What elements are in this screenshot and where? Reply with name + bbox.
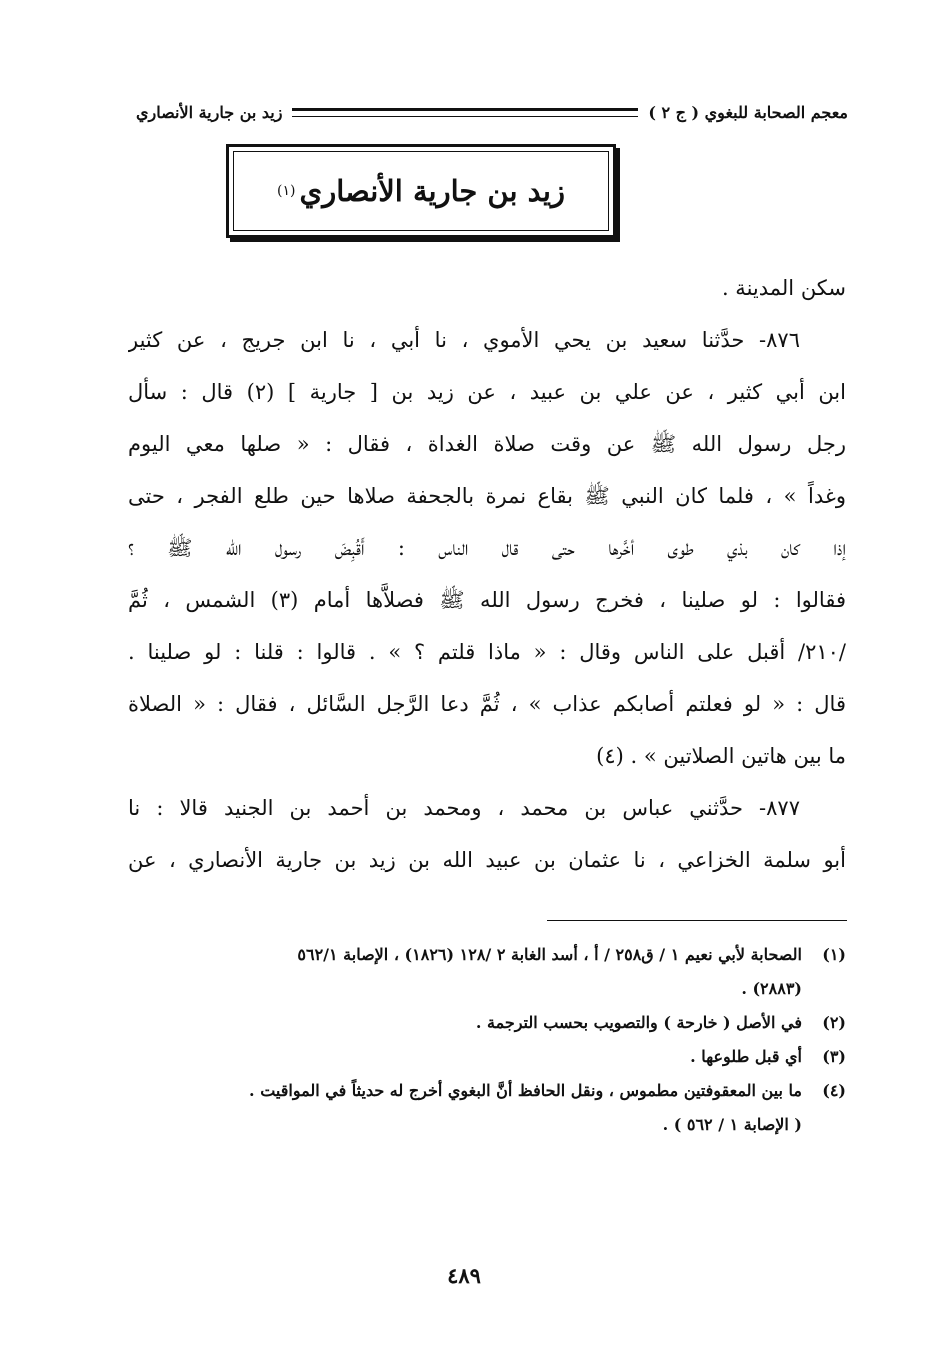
footnote [128, 1040, 846, 1074]
footnote-line: ( الإصابة ١ / ٥٦٢ ) . [662, 1115, 802, 1134]
entry-title: زيد بن جارية الأنصاري [299, 174, 565, 208]
page-number: ٤٨٩ [447, 1263, 481, 1288]
footnote [128, 938, 846, 1006]
body-line: سكن المدينة . [721, 276, 846, 300]
footnote-mark: (٢) [822, 1013, 846, 1032]
footnote [128, 1074, 846, 1142]
body-line: /٢١٠/ أقبل على الناس وقال : « ماذا قلتم ؟ » . قالوا : قلنا : لو صلينا . [128, 640, 846, 664]
body-line: قال : « لو فعلتم أصابكم عذاب » ، ثُمَّ دعا الرَّجل السَّائل ، فقال : « الصلاة [128, 692, 846, 716]
body-line: ٨٧٦- حدَّثنا سعيد بن يحي الأموي ، نا أبي ، نا ابن جريج ، عن كثير [128, 328, 800, 352]
footnote-line: أي قبل طلوعها . [690, 1047, 802, 1066]
footnote-line: في الأصل ( خارحة ) والتصويب بحسب الترجمة . [475, 1013, 802, 1032]
footnote-line: (٢٨٨٣) . [741, 979, 802, 998]
footnote-line: الصحابة لأبي نعيم ١ / ق٢٥٨ / أ ، أسد الغابة ٢ /١٢٨ (١٨٢٦) ، الإصابة ٥٦٢/١ [297, 945, 802, 964]
running-header [136, 97, 848, 127]
footnote-separator [547, 920, 847, 921]
main-text [128, 262, 846, 886]
footnote-mark: (٣) [822, 1047, 846, 1066]
body-line: إذا كان بذي طوى أخَّرها حتى قال الناس : أَقُبِضَ رسول الله ﷺ ؟ [128, 536, 846, 560]
footnotes [128, 938, 846, 1142]
body-line: ٨٧٧- حدَّثني عباس بن محمد ، ومحمد بن أحمد بن الجنيد قالا : نا [128, 796, 800, 820]
entry-title-note: (١) [277, 183, 296, 199]
header-rule [292, 108, 638, 117]
footnote [128, 1006, 846, 1040]
body-line: وغداً » ، فلما كان النبي ﷺ بقاع نمرة بالجحفة صلاها حين طلع الفجر ، حتى [128, 484, 846, 508]
body-line: فقالوا : لو صلينا ، فخرج رسول الله ﷺ فصلاَّها أمام (٣) الشمس ، ثُمَّ [128, 588, 846, 612]
body-line: ابن أبي كثير ، عن علي بن عبيد ، عن زيد بن [ جارية ] (٢) قال : سأل [128, 380, 846, 404]
footnote-mark: (٤) [822, 1081, 846, 1100]
footnote-mark: (١) [822, 945, 846, 964]
header-book-title: معجم الصحابة للبغوي ( ج ٢ ) [648, 102, 848, 122]
body-line: أبو سلمة الخزاعي ، نا عثمان بن عبيد الله بن زيد بن جارية الأنصاري ، عن [128, 848, 846, 872]
footnote-line: ما بين المعقوفتين مطموس ، ونقل الحافظ أنَّ البغوي أخرج له حديثاً في المواقيت . [249, 1081, 802, 1100]
body-line: رجل رسول الله ﷺ عن وقت صلاة الغداة ، فقال : « صلها معي اليوم [128, 432, 846, 456]
entry-title-inner [233, 151, 609, 231]
body-line: ما بين هاتين الصلاتين » . (٤) [596, 744, 846, 768]
header-entry-title: زيد بن جارية الأنصاري [136, 102, 283, 122]
entry-title-frame [226, 144, 616, 238]
